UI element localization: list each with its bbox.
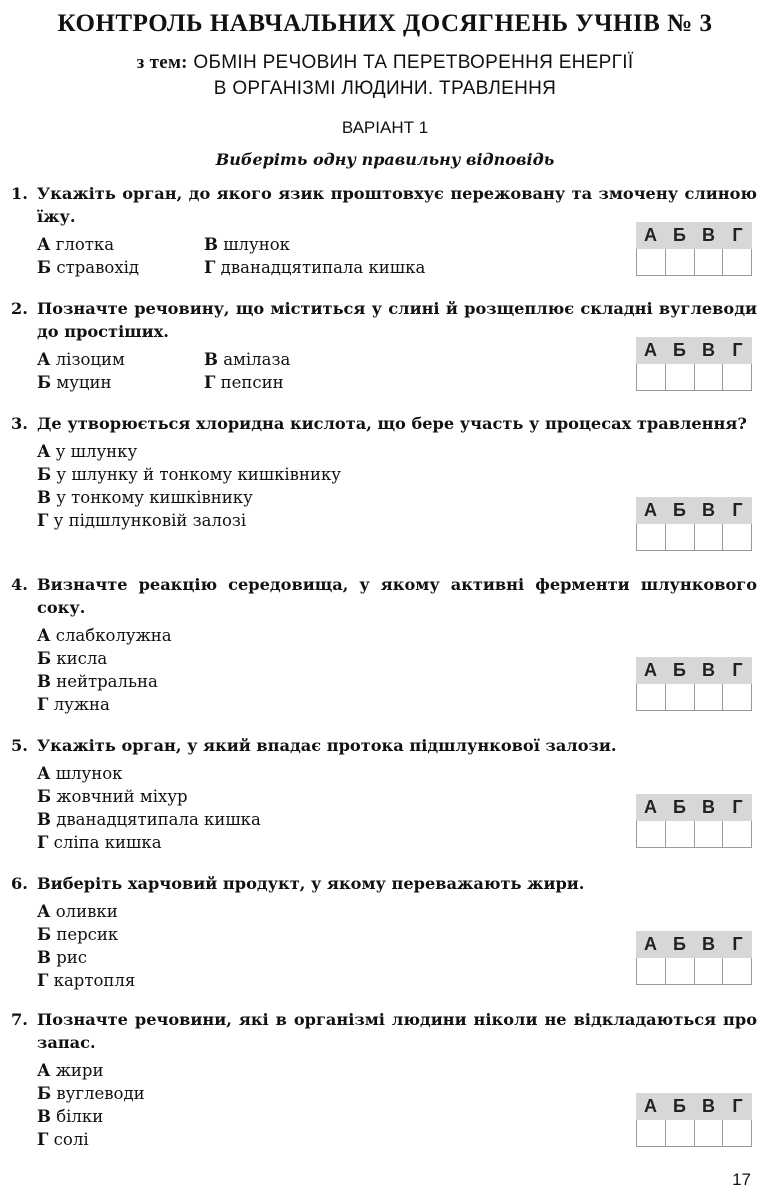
answer-cell[interactable] [637,1120,666,1146]
answer-cell[interactable] [637,524,666,550]
option: Б кисла [37,649,108,668]
option: Г пепсин [204,373,284,392]
option: В дванадцятипала кишка [37,810,261,829]
option: В рис [37,948,88,967]
option: Г у підшлунковій залозі [37,511,247,530]
answer-cell[interactable] [723,249,752,275]
option: А шлунок [37,764,123,783]
question-number: 1. [11,184,28,203]
option: В амілаза [204,350,291,369]
answer-cell[interactable] [637,364,666,390]
option: Б вуглеводи [37,1084,145,1103]
option: А глотка [37,235,115,254]
option: А лізоцим [37,350,125,369]
answer-cell[interactable] [666,684,695,710]
answer-cell[interactable] [723,1120,752,1146]
answer-cell[interactable] [666,1120,695,1146]
option: Б жовчний міхур [37,787,188,806]
answer-cell[interactable] [695,1120,724,1146]
answer-cell[interactable] [637,249,666,275]
answer-cell[interactable] [723,524,752,550]
answer-cell[interactable] [723,821,752,847]
question-text: 7. Позначте речовини, які в організмі людини ніколи не відкладаються про запас. [11,1010,757,1052]
answer-grid: А Б В Г [636,931,752,985]
answer-cell[interactable] [666,524,695,550]
option: Б стравохід [37,258,140,277]
option: Б у шлунку й тонкому кишківнику [37,465,341,484]
answer-cell[interactable] [695,524,724,550]
instruction-text: Виберіть одну правильну відповідь [215,150,555,169]
answer-grid: А Б В Г [636,1093,752,1147]
option: Г солі [37,1130,89,1149]
question-number: 7. [11,1010,28,1029]
answer-cell[interactable] [695,684,724,710]
option: А у шлунку [37,442,138,461]
answer-cell[interactable] [666,364,695,390]
option: В у тонкому кишківнику [37,488,253,507]
option: Б персик [37,925,119,944]
question-number: 3. [11,414,28,433]
subtitle-line-2: В ОРГАНІЗМІ ЛЮДИНИ. ТРАВЛЕННЯ [213,78,557,99]
answer-grid: А Б В Г [636,657,752,711]
answer-cell[interactable] [695,249,724,275]
answer-grid: А Б В Г [636,497,752,551]
question-number: 2. [11,299,28,318]
question-text: 1. Укажіть орган, до якого язик проштовхує пережовану та змочену слиною їжу. [11,184,757,226]
answer-cell[interactable] [695,821,724,847]
question-number: 6. [11,874,28,893]
question-number: 5. [11,736,28,755]
option: Б муцин [37,373,112,392]
option: В нейтральна [37,672,158,691]
answer-cell[interactable] [637,684,666,710]
page-number: 17 [732,1170,751,1189]
question-text: 4. Визначте реакцію середовища, у якому активні ферменти шлункового соку. [11,575,757,617]
answer-cell[interactable] [666,249,695,275]
question-text: 2. Позначте речовину, що міститься у слині й розщеплює складні вуглеводи до простіших. [11,299,757,341]
answer-cell[interactable] [695,364,724,390]
answer-grid: А Б В Г [636,337,752,391]
answer-cell[interactable] [723,958,752,984]
option: Г сліпа кишка [37,833,162,852]
subtitle-line-1: ОБМІН РЕЧОВИН ТА ПЕРЕТВОРЕННЯ ЕНЕРГІЇ [193,52,634,73]
option: А жири [37,1061,104,1080]
question-text: 6. Виберіть харчовий продукт, у якому переважають жири. [11,874,585,893]
option: Г лужна [37,695,110,714]
answer-cell[interactable] [695,958,724,984]
answer-cell[interactable] [666,821,695,847]
answer-cell[interactable] [637,821,666,847]
option: Г дванадцятипала кишка [204,258,426,277]
subtitle-prefix: з тем: [136,52,188,73]
option: Г картопля [37,971,136,990]
answer-cell[interactable] [723,364,752,390]
option: А оливки [37,902,118,921]
question-number: 4. [11,575,28,594]
answer-grid: А Б В Г [636,794,752,848]
question-text: 5. Укажіть орган, у який впадає протока підшлункової залози. [11,736,617,755]
answer-cell[interactable] [637,958,666,984]
answer-cell[interactable] [666,958,695,984]
variant-label: ВАРІАНТ 1 [341,118,429,137]
option: В шлунок [204,235,290,254]
answer-grid: А Б В Г [636,222,752,276]
question-text: 3. Де утворюється хлоридна кислота, що бере участь у процесах травлення? [11,414,747,433]
topic-subtitle [60,50,710,102]
option: В білки [37,1107,104,1126]
answer-cell[interactable] [723,684,752,710]
page-title: КОНТРОЛЬ НАВЧАЛЬНИХ ДОСЯГНЕНЬ УЧНІВ № 3 [57,10,713,37]
option: А слабколужна [37,626,172,645]
